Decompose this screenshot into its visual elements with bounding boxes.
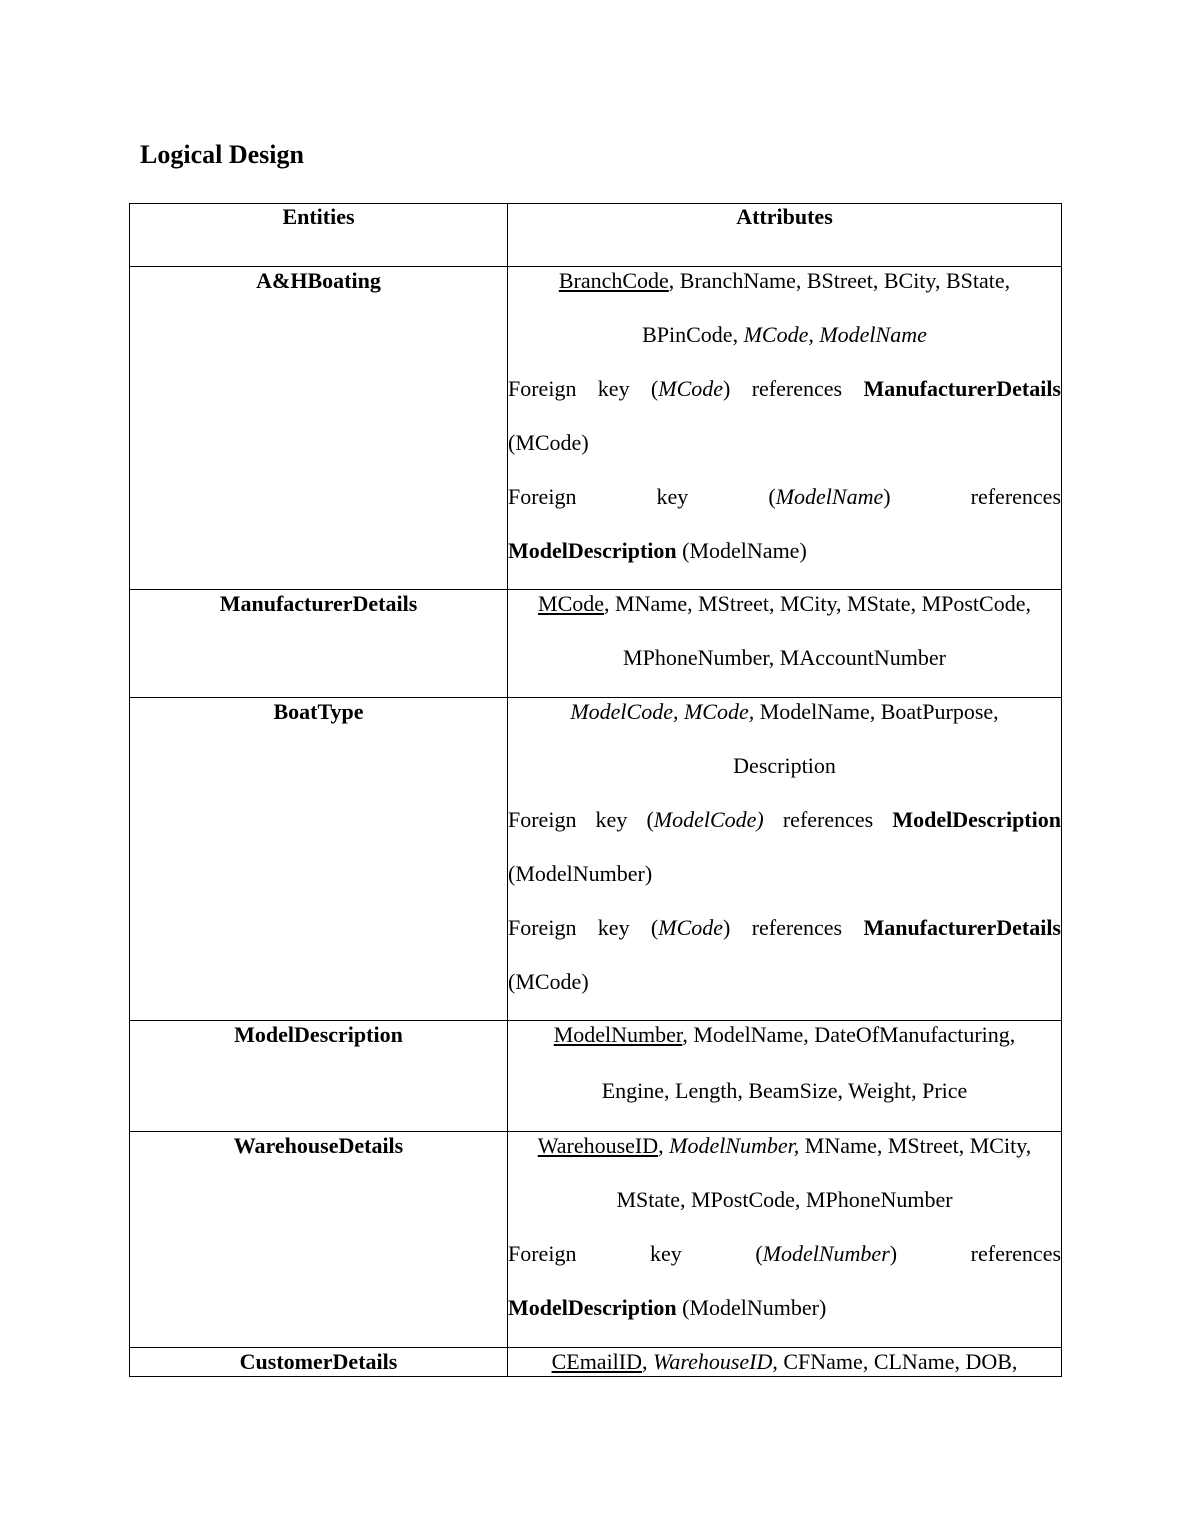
attributes-cell <box>508 590 1062 698</box>
table-row <box>130 1132 1062 1348</box>
entity-name: ModelDescription <box>234 1022 403 1047</box>
entity-name: ManufacturerDetails <box>219 591 418 616</box>
entity-name: A&HBoating <box>256 268 381 293</box>
attribute-line: BPinCode, MCode, ModelName <box>642 322 927 347</box>
referenced-table: ModelDescription <box>508 1295 677 1320</box>
referenced-table: ModelDescription <box>892 807 1061 832</box>
foreign-key-attr: WarehouseID <box>653 1349 773 1374</box>
attribute-line: CEmailID, WarehouseID, CFName, CLName, DOB, <box>551 1349 1018 1374</box>
foreign-key-line: Foreign key (ModelCode) references ModelDescription <box>508 807 1061 832</box>
logical-design-table <box>129 203 1062 1377</box>
table-row <box>130 267 1062 590</box>
attribute-line: WarehouseID, ModelNumber, MName, MStreet, MCity, <box>537 1133 1032 1158</box>
attributes-cell <box>508 267 1062 590</box>
foreign-key-ref: (MCode) <box>508 430 589 455</box>
attributes-cell <box>508 1021 1062 1132</box>
attributes-cell <box>508 1348 1062 1377</box>
referenced-table: ManufacturerDetails <box>863 376 1061 401</box>
foreign-key-attr: MCode, ModelName <box>743 322 927 347</box>
primary-key: MCode <box>538 591 605 616</box>
attribute-line: MCode, MName, MStreet, MCity, MState, MPostCode, <box>538 591 1031 616</box>
page-title: Logical Design <box>140 140 304 169</box>
foreign-key-ref: (MCode) <box>508 969 589 994</box>
entity-cell <box>130 1132 508 1348</box>
foreign-key-line: Foreign key (ModelName) references <box>508 484 1061 509</box>
foreign-key-ref: (ModelNumber) <box>508 861 653 886</box>
foreign-key-ref: ModelDescription (ModelName) <box>508 538 807 563</box>
table-row <box>130 1348 1062 1377</box>
foreign-key-attr: ModelCode, MCode, <box>570 699 755 724</box>
primary-key: WarehouseID <box>537 1133 659 1158</box>
attribute-line: ModelNumber, ModelName, DateOfManufacturing, <box>553 1022 1016 1047</box>
referenced-table: ManufacturerDetails <box>863 915 1061 940</box>
primary-key: CEmailID <box>551 1349 643 1374</box>
attribute-line: MState, MPostCode, MPhoneNumber <box>616 1187 953 1212</box>
attribute-line: Engine, Length, BeamSize, Weight, Price <box>601 1078 968 1103</box>
foreign-key-line: Foreign key (MCode) references ManufacturerDetails <box>508 915 1061 940</box>
entity-cell <box>130 1021 508 1132</box>
entity-name: CustomerDetails <box>239 1349 398 1374</box>
attributes-cell <box>508 1132 1062 1348</box>
table-row <box>130 1021 1062 1132</box>
entity-name: BoatType <box>273 699 364 724</box>
attributes-cell <box>508 698 1062 1021</box>
foreign-key-line: Foreign key (ModelNumber) references <box>508 1241 1061 1266</box>
primary-key: ModelNumber <box>553 1022 683 1047</box>
entity-cell <box>130 1348 508 1377</box>
entity-cell <box>130 698 508 1021</box>
primary-key: BranchCode <box>558 268 669 293</box>
foreign-key-ref: ModelDescription (ModelNumber) <box>508 1295 827 1320</box>
attribute-line: ModelCode, MCode, ModelName, BoatPurpose, <box>570 699 999 724</box>
header-attributes: Attributes <box>508 204 1062 267</box>
entity-cell <box>130 590 508 698</box>
table-row <box>130 698 1062 1021</box>
header-entities: Entities <box>130 204 508 267</box>
entity-cell <box>130 267 508 590</box>
table-row <box>130 590 1062 698</box>
foreign-key-attr: ModelNumber, <box>669 1133 800 1158</box>
entity-name: WarehouseDetails <box>233 1133 404 1158</box>
attribute-line: BranchCode, BranchName, BStreet, BCity, BState, <box>558 268 1011 293</box>
attribute-line: Description <box>733 753 836 778</box>
referenced-table: ModelDescription <box>508 538 677 563</box>
foreign-key-line: Foreign key (MCode) references ManufacturerDetails <box>508 376 1061 401</box>
attribute-line: MPhoneNumber, MAccountNumber <box>623 645 946 670</box>
